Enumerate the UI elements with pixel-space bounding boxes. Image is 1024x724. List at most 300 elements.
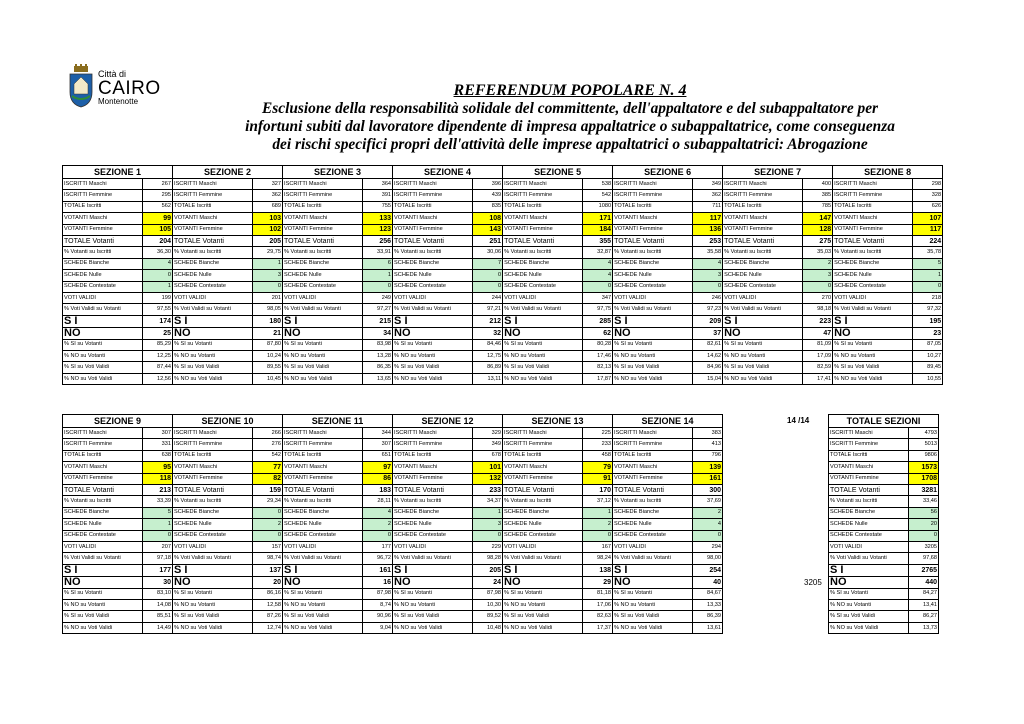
row-label: % SI su Voti Validi bbox=[503, 362, 583, 373]
cell-pct-no-val: 14,49 bbox=[143, 622, 173, 633]
row-label: % SI su Votanti bbox=[63, 588, 143, 599]
row-iscritti-f bbox=[829, 439, 939, 450]
row-label: VOTANTI Femmine bbox=[503, 473, 583, 484]
row-label: ISCRITTI Femmine bbox=[829, 439, 909, 450]
row-pct-si-vot bbox=[63, 339, 943, 350]
cell-totale-votanti: 213 bbox=[143, 484, 173, 495]
cell-bianche: 0 bbox=[253, 507, 283, 518]
row-label: TOTALE Votanti bbox=[723, 235, 803, 246]
cell-nulle: 3 bbox=[473, 519, 503, 530]
row-pct-si-val bbox=[829, 611, 939, 622]
row-label: ISCRITTI Femmine bbox=[173, 439, 253, 450]
row-pct-no-val bbox=[63, 373, 943, 384]
cell-iscritti-f: 362 bbox=[693, 190, 723, 201]
row-label: SCHEDE Bianche bbox=[173, 258, 253, 269]
row-pct-votanti bbox=[63, 496, 723, 507]
row-label: % Votanti su Iscritti bbox=[503, 496, 583, 507]
cell-pct-no-val: 12,74 bbox=[253, 622, 283, 633]
cell-pct-votanti: 35,03 bbox=[803, 247, 833, 258]
row-label: SCHEDE Nulle bbox=[503, 270, 583, 281]
cell-totale-votanti: 275 bbox=[803, 235, 833, 246]
cell-validi: 201 bbox=[253, 292, 283, 303]
cell-pct-no-val: 13,73 bbox=[909, 622, 939, 633]
row-label: % NO su Votanti bbox=[723, 351, 803, 362]
row-label: % NO su Voti Validi bbox=[283, 373, 363, 384]
cell-pct-votanti: 37,12 bbox=[583, 496, 613, 507]
row-label: NO bbox=[63, 576, 143, 588]
row-label: SCHEDE Bianche bbox=[63, 507, 143, 518]
row-contestate bbox=[829, 530, 939, 541]
cell-si: 161 bbox=[363, 564, 393, 576]
row-label: VOTI VALIDI bbox=[503, 292, 583, 303]
cell-validi: 294 bbox=[693, 541, 723, 552]
cell-iscritti-f: 362 bbox=[253, 190, 283, 201]
row-si bbox=[829, 564, 939, 576]
cell-pct-validi: 98,00 bbox=[693, 553, 723, 564]
row-label: ISCRITTI Maschi bbox=[393, 428, 473, 439]
row-pct-no-vot bbox=[829, 600, 939, 611]
cell-pct-votanti: 32,87 bbox=[583, 247, 613, 258]
row-label: VOTI VALIDI bbox=[613, 541, 693, 552]
cell-si: 254 bbox=[693, 564, 723, 576]
cell-votanti-f: 128 bbox=[803, 224, 833, 235]
cell-nulle: 2 bbox=[583, 519, 613, 530]
cell-pct-validi: 97,18 bbox=[143, 553, 173, 564]
cell-no: 20 bbox=[253, 576, 283, 588]
cell-validi: 229 bbox=[473, 541, 503, 552]
row-label: SCHEDE Bianche bbox=[723, 258, 803, 269]
row-label: TOTALE Votanti bbox=[173, 235, 253, 246]
row-label: SCHEDE Bianche bbox=[283, 507, 363, 518]
cell-pct-votanti: 35,78 bbox=[913, 247, 943, 258]
row-label: % Voti Validi su Votanti bbox=[63, 304, 143, 315]
cell-validi: 177 bbox=[363, 541, 393, 552]
row-label: SCHEDE Bianche bbox=[503, 258, 583, 269]
cell-pct-si-val: 89,52 bbox=[473, 611, 503, 622]
cell-iscritti-m: 298 bbox=[913, 179, 943, 190]
row-pct-si-vot bbox=[63, 588, 723, 599]
cell-pct-si-vot: 87,05 bbox=[913, 339, 943, 350]
row-label: % Voti Validi su Votanti bbox=[393, 553, 473, 564]
cell-pct-no-val: 10,55 bbox=[913, 373, 943, 384]
row-label: % NO su Votanti bbox=[173, 351, 253, 362]
row-label: % NO su Voti Validi bbox=[833, 373, 913, 384]
row-label: % Voti Validi su Votanti bbox=[283, 304, 363, 315]
cell-iscritti-m: 327 bbox=[253, 179, 283, 190]
row-label: % Voti Validi su Votanti bbox=[503, 553, 583, 564]
cell-iscritti-m: 538 bbox=[583, 179, 613, 190]
row-label: SCHEDE Contestate bbox=[173, 281, 253, 292]
cell-iscritti-m: 383 bbox=[693, 428, 723, 439]
cell-pct-si-val: 86,39 bbox=[693, 611, 723, 622]
cell-votanti-m: 108 bbox=[473, 213, 503, 224]
row-label: TOTALE Iscritti bbox=[723, 201, 803, 212]
row-label: SCHEDE Nulle bbox=[393, 519, 473, 530]
cell-si: 215 bbox=[363, 315, 393, 327]
cell-iscritti-m: 400 bbox=[803, 179, 833, 190]
row-label: SCHEDE Contestate bbox=[393, 281, 473, 292]
row-label: S I bbox=[723, 315, 803, 327]
cell-pct-votanti: 34,37 bbox=[473, 496, 503, 507]
cell-totale-votanti: 170 bbox=[583, 484, 613, 495]
row-label: % SI su Voti Validi bbox=[833, 362, 913, 373]
row-label: VOTANTI Femmine bbox=[833, 224, 913, 235]
row-label: % NO su Votanti bbox=[829, 600, 909, 611]
row-label: SCHEDE Contestate bbox=[173, 530, 253, 541]
section-header: SEZIONE 5 bbox=[503, 166, 613, 179]
row-label: SCHEDE Bianche bbox=[613, 507, 693, 518]
row-label: ISCRITTI Femmine bbox=[393, 190, 473, 201]
row-label: SCHEDE Contestate bbox=[613, 281, 693, 292]
cell-pct-si-vot: 83,10 bbox=[143, 588, 173, 599]
cell-no: 24 bbox=[473, 576, 503, 588]
row-label: VOTANTI Maschi bbox=[613, 462, 693, 473]
row-label: % Votanti su Iscritti bbox=[613, 496, 693, 507]
cell-bianche: 1 bbox=[473, 507, 503, 518]
cell-si: 2765 bbox=[909, 564, 939, 576]
cell-nulle: 0 bbox=[143, 270, 173, 281]
cell-pct-votanti: 29,34 bbox=[253, 496, 283, 507]
section-header: SEZIONE 14 bbox=[613, 415, 723, 428]
cell-contestate: 0 bbox=[693, 530, 723, 541]
row-label: SCHEDE Contestate bbox=[833, 281, 913, 292]
row-label: VOTI VALIDI bbox=[613, 292, 693, 303]
row-label: % SI su Votanti bbox=[613, 339, 693, 350]
cell-bianche: 1 bbox=[253, 258, 283, 269]
cell-iscritti-f: 439 bbox=[473, 190, 503, 201]
row-pct-validi bbox=[829, 553, 939, 564]
row-label: SCHEDE Nulle bbox=[613, 270, 693, 281]
row-label: VOTANTI Femmine bbox=[829, 473, 909, 484]
row-no bbox=[63, 327, 943, 339]
cell-pct-si-val: 86,89 bbox=[473, 362, 503, 373]
row-label: % NO su Voti Validi bbox=[63, 373, 143, 384]
cell-pct-no-val: 13,61 bbox=[693, 622, 723, 633]
cell-totale-iscritti: 9806 bbox=[909, 450, 939, 461]
cell-no: 37 bbox=[693, 327, 723, 339]
row-label: S I bbox=[613, 315, 693, 327]
row-label: VOTANTI Femmine bbox=[613, 224, 693, 235]
row-label: % SI su Votanti bbox=[173, 339, 253, 350]
row-label: SCHEDE Nulle bbox=[283, 519, 363, 530]
row-label: NO bbox=[503, 327, 583, 339]
row-label: TOTALE Votanti bbox=[283, 484, 363, 495]
cell-pct-validi: 97,55 bbox=[143, 304, 173, 315]
cell-pct-si-vot: 80,28 bbox=[583, 339, 613, 350]
row-pct-votanti bbox=[829, 496, 939, 507]
row-label: S I bbox=[283, 315, 363, 327]
row-contestate bbox=[63, 530, 723, 541]
cell-no: 34 bbox=[363, 327, 393, 339]
row-iscritti-m bbox=[63, 179, 943, 190]
row-totale-votanti bbox=[829, 484, 939, 495]
section-header: SEZIONE 2 bbox=[173, 166, 283, 179]
row-pct-validi bbox=[63, 304, 943, 315]
cell-no: 62 bbox=[583, 327, 613, 339]
section-header: SEZIONE 9 bbox=[63, 415, 173, 428]
cell-contestate: 0 bbox=[363, 281, 393, 292]
cell-totale-votanti: 300 bbox=[693, 484, 723, 495]
row-label: SCHEDE Nulle bbox=[173, 519, 253, 530]
row-label: VOTI VALIDI bbox=[829, 541, 909, 552]
cell-pct-si-val: 84,96 bbox=[693, 362, 723, 373]
cell-validi: 167 bbox=[583, 541, 613, 552]
row-label: SCHEDE Nulle bbox=[173, 270, 253, 281]
row-label: % NO su Voti Validi bbox=[393, 622, 473, 633]
cell-pct-validi: 97,32 bbox=[913, 304, 943, 315]
logo-city-name: CAIRO bbox=[98, 78, 161, 99]
row-label: ISCRITTI Maschi bbox=[283, 179, 363, 190]
row-label: % SI su Votanti bbox=[829, 588, 909, 599]
cell-no: 25 bbox=[143, 327, 173, 339]
row-label: SCHEDE Contestate bbox=[829, 530, 909, 541]
cell-no: 16 bbox=[363, 576, 393, 588]
row-label: VOTANTI Femmine bbox=[283, 473, 363, 484]
row-label: VOTANTI Femmine bbox=[503, 224, 583, 235]
row-label: SCHEDE Contestate bbox=[393, 530, 473, 541]
row-label: S I bbox=[63, 315, 143, 327]
row-label: % NO su Voti Validi bbox=[613, 622, 693, 633]
cell-si: 223 bbox=[803, 315, 833, 327]
section-header: SEZIONE 1 bbox=[63, 166, 173, 179]
row-validi bbox=[63, 292, 943, 303]
row-label: S I bbox=[503, 564, 583, 576]
row-label: % NO su Voti Validi bbox=[283, 622, 363, 633]
cell-iscritti-f: 385 bbox=[803, 190, 833, 201]
cell-nulle: 2 bbox=[363, 519, 393, 530]
cell-votanti-f: 161 bbox=[693, 473, 723, 484]
row-no bbox=[829, 576, 939, 588]
cell-nulle: 1 bbox=[143, 519, 173, 530]
cell-validi: 249 bbox=[363, 292, 393, 303]
row-label: ISCRITTI Femmine bbox=[283, 190, 363, 201]
cell-votanti-f: 143 bbox=[473, 224, 503, 235]
cell-pct-si-vot: 84,46 bbox=[473, 339, 503, 350]
row-label: TOTALE Iscritti bbox=[503, 201, 583, 212]
cell-pct-si-vot: 84,67 bbox=[693, 588, 723, 599]
row-label: SCHEDE Bianche bbox=[283, 258, 363, 269]
cell-iscritti-f: 307 bbox=[363, 439, 393, 450]
cell-pct-si-vot: 85,29 bbox=[143, 339, 173, 350]
cell-nulle: 0 bbox=[473, 270, 503, 281]
cell-no: 440 bbox=[909, 576, 939, 588]
row-nulle bbox=[829, 519, 939, 530]
row-label: % Votanti su Iscritti bbox=[833, 247, 913, 258]
cell-totale-iscritti: 678 bbox=[473, 450, 503, 461]
row-label: SCHEDE Bianche bbox=[829, 507, 909, 518]
cell-nulle: 3 bbox=[803, 270, 833, 281]
row-label: SCHEDE Contestate bbox=[723, 281, 803, 292]
cell-pct-no-val: 13,11 bbox=[473, 373, 503, 384]
cell-nulle: 2 bbox=[253, 519, 283, 530]
row-label: TOTALE Votanti bbox=[503, 235, 583, 246]
cell-iscritti-f: 295 bbox=[143, 190, 173, 201]
row-label: % Voti Validi su Votanti bbox=[613, 304, 693, 315]
row-label: SCHEDE Contestate bbox=[613, 530, 693, 541]
cell-contestate: 0 bbox=[583, 530, 613, 541]
row-label: ISCRITTI Femmine bbox=[63, 439, 143, 450]
row-label: % SI su Votanti bbox=[503, 339, 583, 350]
row-label: NO bbox=[613, 576, 693, 588]
row-label: ISCRITTI Maschi bbox=[63, 428, 143, 439]
row-label: VOTANTI Femmine bbox=[283, 224, 363, 235]
row-votanti-f bbox=[63, 224, 943, 235]
row-label: % Votanti su Iscritti bbox=[393, 247, 473, 258]
cell-pct-no-val: 12,56 bbox=[143, 373, 173, 384]
row-pct-votanti bbox=[63, 247, 943, 258]
cell-pct-validi: 98,05 bbox=[253, 304, 283, 315]
row-label: % NO su Voti Validi bbox=[393, 373, 473, 384]
cell-no: 30 bbox=[143, 576, 173, 588]
cell-no: 21 bbox=[253, 327, 283, 339]
sections-table-9-14 bbox=[62, 414, 723, 634]
cell-pct-no-vot: 10,30 bbox=[473, 600, 503, 611]
row-label: VOTANTI Maschi bbox=[173, 213, 253, 224]
row-label: SCHEDE Contestate bbox=[503, 281, 583, 292]
row-label: % SI su Voti Validi bbox=[393, 362, 473, 373]
row-label: % NO su Votanti bbox=[613, 351, 693, 362]
cell-iscritti-f: 349 bbox=[473, 439, 503, 450]
row-label: TOTALE Votanti bbox=[393, 484, 473, 495]
row-label: TOTALE Iscritti bbox=[393, 201, 473, 212]
row-label: SCHEDE Contestate bbox=[63, 530, 143, 541]
cell-totale-iscritti: 755 bbox=[363, 201, 393, 212]
cell-si: 212 bbox=[473, 315, 503, 327]
cell-pct-validi: 98,74 bbox=[253, 553, 283, 564]
logo-city-prefix: Città di bbox=[98, 69, 127, 79]
cell-iscritti-m: 266 bbox=[253, 428, 283, 439]
row-label: ISCRITTI Maschi bbox=[393, 179, 473, 190]
cell-pct-validi: 97,23 bbox=[693, 304, 723, 315]
row-totale-iscritti bbox=[829, 450, 939, 461]
row-label: ISCRITTI Maschi bbox=[173, 428, 253, 439]
cell-pct-no-vot: 17,09 bbox=[803, 351, 833, 362]
row-label: VOTANTI Femmine bbox=[173, 224, 253, 235]
cell-pct-no-vot: 10,27 bbox=[913, 351, 943, 362]
cell-votanti-f: 1708 bbox=[909, 473, 939, 484]
row-label: TOTALE Iscritti bbox=[173, 450, 253, 461]
row-label: % SI su Voti Validi bbox=[723, 362, 803, 373]
row-label: % SI su Votanti bbox=[723, 339, 803, 350]
cell-votanti-f: 117 bbox=[913, 224, 943, 235]
cell-totale-iscritti: 651 bbox=[363, 450, 393, 461]
row-nulle bbox=[63, 270, 943, 281]
row-label: % NO su Votanti bbox=[283, 600, 363, 611]
row-label: % Votanti su Iscritti bbox=[63, 496, 143, 507]
cell-pct-si-val: 90,96 bbox=[363, 611, 393, 622]
cell-bianche: 5 bbox=[143, 507, 173, 518]
row-label: % SI su Votanti bbox=[283, 588, 363, 599]
row-label: TOTALE Iscritti bbox=[63, 450, 143, 461]
section-header: SEZIONE 6 bbox=[613, 166, 723, 179]
row-label: SCHEDE Contestate bbox=[283, 281, 363, 292]
cell-votanti-f: 118 bbox=[143, 473, 173, 484]
row-label: S I bbox=[503, 315, 583, 327]
row-label: NO bbox=[503, 576, 583, 588]
row-pct-no-val bbox=[63, 622, 723, 633]
row-label: % NO su Votanti bbox=[173, 600, 253, 611]
row-label: TOTALE Votanti bbox=[829, 484, 909, 495]
cell-votanti-m: 77 bbox=[253, 462, 283, 473]
row-label: NO bbox=[613, 327, 693, 339]
cell-nulle: 4 bbox=[693, 519, 723, 530]
cell-votanti-m: 139 bbox=[693, 462, 723, 473]
cell-iscritti-m: 364 bbox=[363, 179, 393, 190]
row-label: % NO su Votanti bbox=[63, 351, 143, 362]
title-line-4: dei rischi specifici propri dell'attività delle imprese appaltatrici o subappaltatrici: Abrogazione bbox=[272, 136, 868, 153]
cell-contestate: 0 bbox=[473, 281, 503, 292]
row-totale-iscritti bbox=[63, 201, 943, 212]
cell-nulle: 1 bbox=[363, 270, 393, 281]
row-label: SCHEDE Nulle bbox=[393, 270, 473, 281]
row-label: ISCRITTI Maschi bbox=[283, 428, 363, 439]
cell-votanti-f: 86 bbox=[363, 473, 393, 484]
row-label: SCHEDE Nulle bbox=[63, 519, 143, 530]
row-label: % Votanti su Iscritti bbox=[283, 496, 363, 507]
cell-validi: 244 bbox=[473, 292, 503, 303]
row-label: % Voti Validi su Votanti bbox=[63, 553, 143, 564]
sections-progress: 14 /14 bbox=[787, 416, 810, 425]
row-votanti-f bbox=[63, 473, 723, 484]
row-label: % Voti Validi su Votanti bbox=[283, 553, 363, 564]
row-label: % NO su Voti Validi bbox=[613, 373, 693, 384]
cell-no: 32 bbox=[473, 327, 503, 339]
cell-pct-votanti: 33,46 bbox=[909, 496, 939, 507]
section-header: SEZIONE 7 bbox=[723, 166, 833, 179]
row-label: S I bbox=[63, 564, 143, 576]
cell-contestate: 0 bbox=[909, 530, 939, 541]
cell-pct-si-vot: 84,27 bbox=[909, 588, 939, 599]
cell-totale-iscritti: 689 bbox=[253, 201, 283, 212]
row-label: ISCRITTI Femmine bbox=[613, 439, 693, 450]
row-label: TOTALE Iscritti bbox=[613, 450, 693, 461]
page-title bbox=[175, 82, 965, 154]
cell-votanti-m: 107 bbox=[913, 213, 943, 224]
cell-contestate: 0 bbox=[143, 530, 173, 541]
row-totale-iscritti bbox=[63, 450, 723, 461]
cell-votanti-m: 133 bbox=[363, 213, 393, 224]
row-label: VOTANTI Maschi bbox=[723, 213, 803, 224]
cell-pct-no-val: 17,87 bbox=[583, 373, 613, 384]
cell-pct-si-vot: 81,09 bbox=[803, 339, 833, 350]
cell-pct-no-val: 13,65 bbox=[363, 373, 393, 384]
row-label: ISCRITTI Maschi bbox=[63, 179, 143, 190]
cell-iscritti-m: 396 bbox=[473, 179, 503, 190]
cell-pct-votanti: 33,39 bbox=[143, 496, 173, 507]
row-label: NO bbox=[829, 576, 909, 588]
row-validi bbox=[63, 541, 723, 552]
cell-pct-validi: 98,28 bbox=[473, 553, 503, 564]
row-label: % SI su Voti Validi bbox=[393, 611, 473, 622]
row-label: % Votanti su Iscritti bbox=[63, 247, 143, 258]
cell-totale-votanti: 233 bbox=[473, 484, 503, 495]
row-label: SCHEDE Nulle bbox=[613, 519, 693, 530]
row-label: VOTANTI Femmine bbox=[613, 473, 693, 484]
row-label: SCHEDE Contestate bbox=[283, 530, 363, 541]
cell-pct-si-val: 82,59 bbox=[803, 362, 833, 373]
row-label: % SI su Votanti bbox=[393, 339, 473, 350]
row-label: ISCRITTI Maschi bbox=[829, 428, 909, 439]
row-label: ISCRITTI Maschi bbox=[723, 179, 803, 190]
cell-pct-si-val: 89,45 bbox=[913, 362, 943, 373]
row-label: TOTALE Votanti bbox=[613, 235, 693, 246]
row-label: % SI su Votanti bbox=[173, 588, 253, 599]
valid-votes-check: 3205 bbox=[804, 578, 822, 587]
row-label: NO bbox=[833, 327, 913, 339]
row-label: % SI su Voti Validi bbox=[283, 362, 363, 373]
cell-validi: 246 bbox=[693, 292, 723, 303]
row-label: SCHEDE Contestate bbox=[63, 281, 143, 292]
